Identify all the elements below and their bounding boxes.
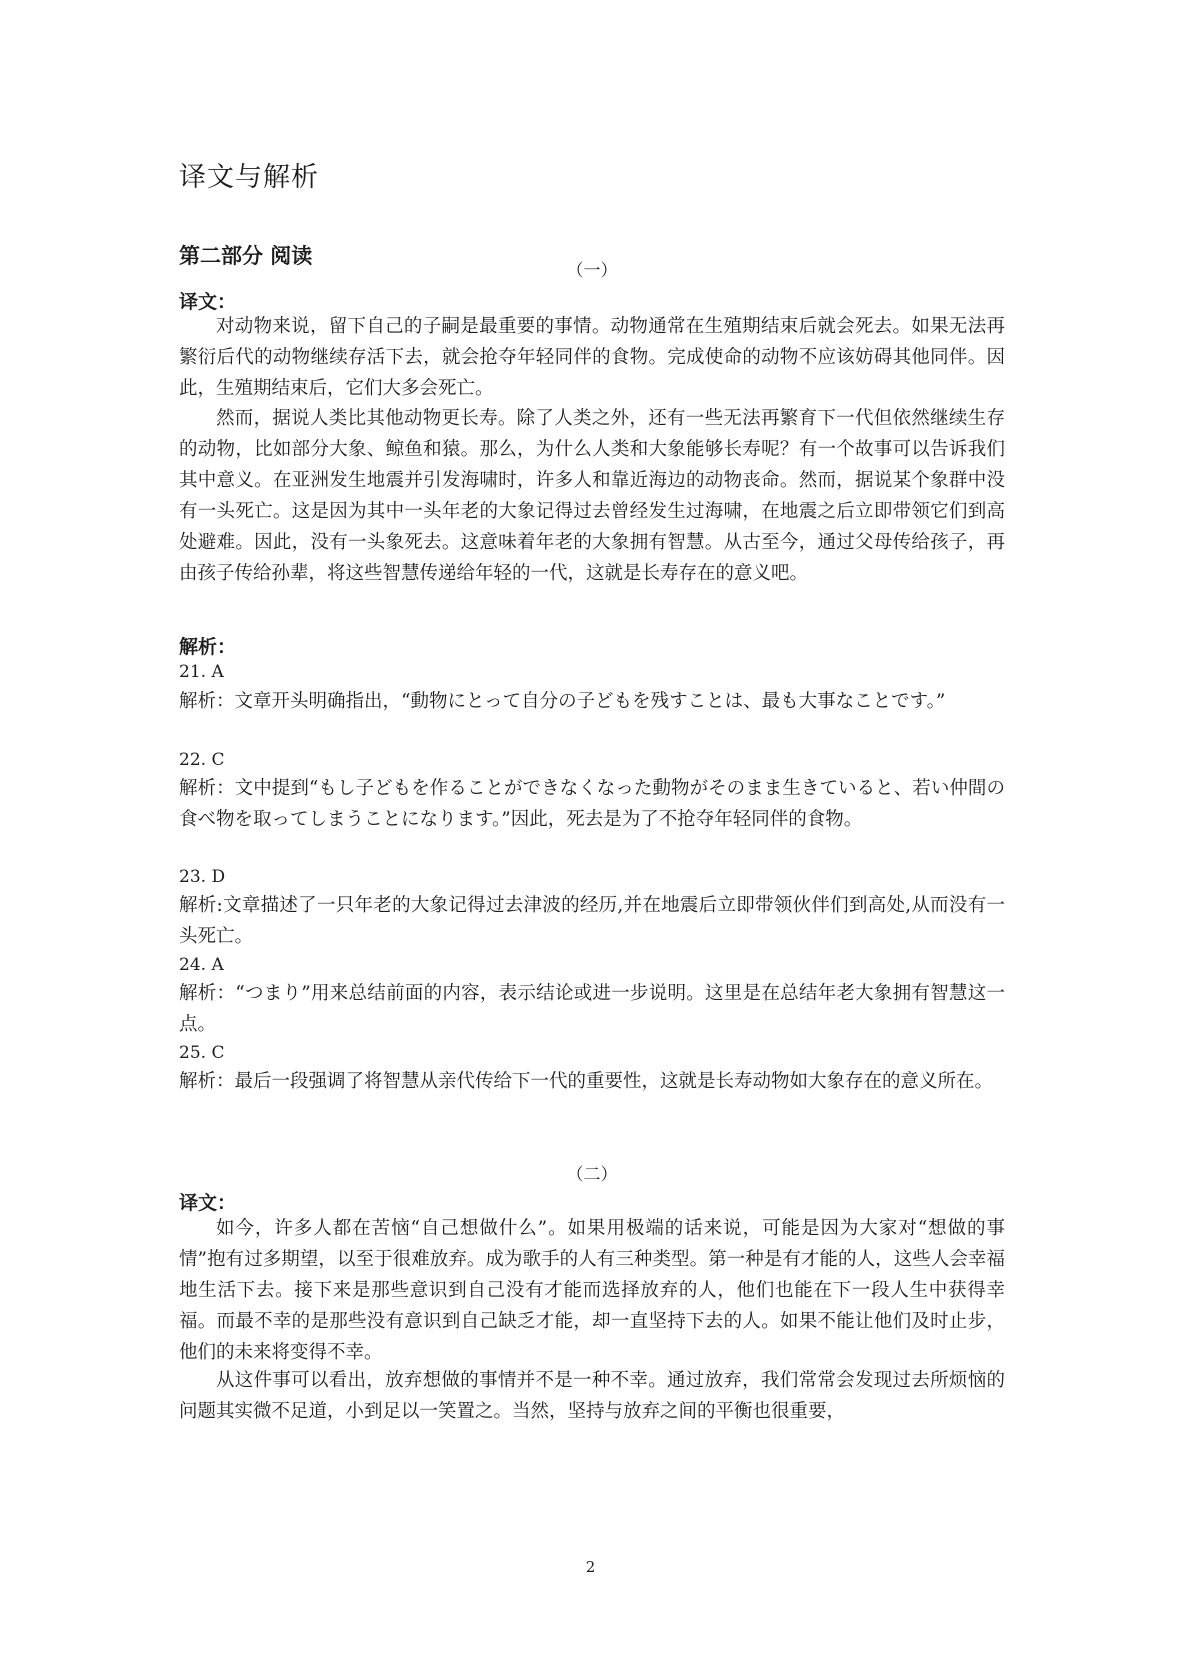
- analysis-label: 解析：: [179, 636, 237, 658]
- question-explanation: 解析：最后一段强调了将智慧从亲代传给下一代的重要性，这就是长寿动物如大象存在的意义所在。: [179, 1071, 994, 1092]
- question-explanation: 解析：文中提到“もし子どもを作ることができなくなった動物がそのまま生きていると、若い仲間の食べ物を取ってしまうことになります。”因此，死去是为了不抢夺年轻同伴的食物。: [179, 778, 1005, 830]
- translation-paragraph: 然而，据说人类比其他动物更长寿。除了人类之外，还有一些无法再繁育下一代但依然继续生存的动物，比如部分大象、鲸鱼和猿。那么，为什么人类和大象能够长寿呢？有一个故事可以告诉我们其中意义。在亚洲发生地震并引发海啸时，许多人和靠近海边的动物丧命。然而，据说某个象群中没有一头死亡。这是因为其中一头年老的大象记得过去曾经发生过海啸，在地震之后立即带领它们到高处避难。因此，没有一头象死去。这意味着年老的大象拥有智慧。从古至今，通过父母传给孩子，再由孩子传给孙辈，将这些智慧传递给年轻的一代，这就是长寿存在的意义吧。: [179, 408, 1005, 584]
- question-explanation: 解析：文章开头明确指出，“動物にとって自分の子どもを残すことは、最も大事なことです。”: [179, 691, 946, 712]
- part-heading: 第二部分 阅读: [179, 244, 313, 268]
- question-answer: 22. C: [179, 750, 225, 770]
- section-number-1: （一）: [566, 261, 618, 281]
- section-number-2: （二）: [566, 1165, 618, 1185]
- translation-paragraph: 从这件事可以看出，放弃想做的事情并不是一种不幸。通过放弃，我们常常会发现过去所烦恼的问题其实微不足道，小到足以一笑置之。当然，坚持与放弃之间的平衡也很重要，: [179, 1370, 1005, 1422]
- question-answer: 25. C: [179, 1043, 225, 1063]
- question-answer: 21. A: [179, 662, 224, 682]
- page-number: 2: [585, 1558, 596, 1576]
- translation-paragraph: 对动物来说，留下自己的子嗣是最重要的事情。动物通常在生殖期结束后就会死去。如果无法再繁衍后代的动物继续存活下去，就会抢夺年轻同伴的食物。完成使命的动物不应该妨碍其他同伴。因此，生殖期结束后，它们大多会死亡。: [179, 316, 1005, 399]
- question-answer: 24. A: [179, 955, 224, 975]
- translation-paragraph: 如今，许多人都在苦恼“自己想做什么”。如果用极端的话来说，可能是因为大家对“想做的事情”抱有过多期望，以至于很难放弃。成为歌手的人有三种类型。第一种是有才能的人，这些人会幸福地生活下去。接下来是那些意识到自己没有才能而选择放弃的人，他们也能在下一段人生中获得幸福。而最不幸的是那些没有意识到自己缺乏才能，却一直坚持下去的人。如果不能让他们及时止步，他们的未来将变得不幸。: [179, 1218, 1005, 1363]
- translation-label-2: 译文：: [179, 1192, 237, 1214]
- translation-label-1: 译文：: [179, 291, 237, 313]
- question-answer: 23. D: [179, 867, 226, 887]
- page-title: 译文与解析: [179, 162, 319, 193]
- question-explanation: 解析：“つまり”用来总结前面的内容，表示结论或进一步说明。这里是在总结年老大象拥有智慧这一点。: [179, 983, 1005, 1035]
- question-explanation: 解析:文章描述了一只年老的大象记得过去津波的经历,并在地震后立即带领伙伴们到高处,从而没有一头死亡。: [179, 895, 1005, 947]
